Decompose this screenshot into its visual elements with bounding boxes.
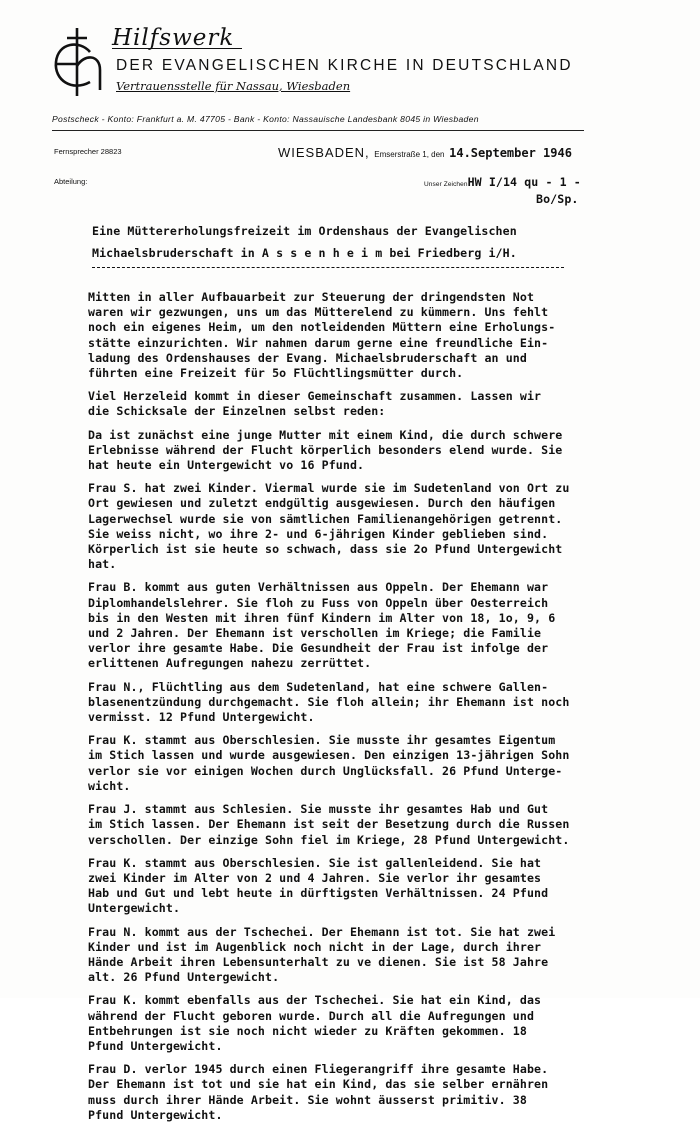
letter-title (92, 224, 517, 261)
paragraph-line: Pfund Untergewicht. (88, 1038, 223, 1053)
paragraph-line: Hab und Gut und lebt heute in dürftigsten Verhältnissen. 24 Pfund (88, 886, 549, 901)
body-paragraph (88, 428, 608, 474)
paragraph-line: Frau N., Flüchtling aus dem Sudetenland, hat eine schwere Gallen- (88, 679, 549, 694)
paragraph-line: Frau B. kommt aus guten Verhältnissen aus Oppeln. Der Ehemann war (88, 580, 549, 595)
paragraph-line: Erlebnisse während der Flucht körperlich besonders elend wurde. Sie (88, 442, 563, 457)
reference-line-1: HW I/14 qu - 1 - (467, 175, 581, 189)
dateline-city: WIESBADEN, (278, 145, 370, 160)
paragraph-line: Frau S. hat zwei Kinder. Viermal wurde sie im Sudetenland von Ort zu (88, 481, 570, 496)
dateline-date: 14.September 1946 (449, 146, 572, 160)
paragraph-line: während der Flucht geboren wurde. Durch all die Aufregungen und (88, 1008, 535, 1023)
body-paragraph (88, 856, 608, 917)
paragraph-line: blasenentzündung durchgemacht. Sie floh allein; ihr Ehemann ist noch (88, 694, 570, 709)
paragraph-line: führten eine Freizeit für 5o Flüchtlingsmütter durch. (88, 366, 464, 381)
body-paragraph (88, 993, 608, 1054)
paragraph-line: verlor ihre gesamte Habe. Die Gesundheit der Frau ist infolge der (88, 641, 549, 656)
letter-body (88, 290, 608, 1131)
title-line-1: Eine Müttererholungsfreizeit im Ordenshaus der Evangelischen (92, 224, 517, 238)
paragraph-line: Sie weiss nicht, wo ihre 2- und 6-jährigen Kinder geblieben sind. (88, 526, 549, 541)
bank-accounts-line: Postscheck - Konto: Frankfurt a. M. 47705 - Bank - Konto: Nassauische Landesbank 8045 in Wiesbaden (52, 114, 479, 124)
paragraph-line: Pfund Untergewicht. (88, 1107, 223, 1122)
reference-block (424, 175, 581, 207)
paragraph-line: die Schicksale der Einzelnen selbst reden: (88, 404, 386, 419)
paragraph-line: vermisst. 12 Pfund Untergewicht. (88, 710, 315, 725)
body-paragraph (88, 389, 608, 419)
paragraph-line: Frau K. stammt aus Oberschlesien. Sie musste ihr gesamtes Eigentum (88, 733, 556, 748)
paragraph-line: Ort gewiesen und zuletzt endgültig ausgewiesen. Durch den häufigen (88, 496, 556, 511)
paragraph-line: Frau N. kommt aus der Tschechei. Der Ehemann ist tot. Sie hat zwei (88, 924, 556, 939)
paragraph-line: zwei Kinder im Alter von 2 und 4 Jahren. Sie verlor ihr gesamtes (88, 870, 542, 885)
paragraph-line: im Stich lassen. Der Ehemann ist seit der Besetzung durch die Russen (88, 817, 570, 832)
paragraph-line: verlor sie vor einigen Wochen durch Unglücksfall. 26 Pfund Unterge- (88, 763, 563, 778)
phone-number: Fernsprecher 28823 (54, 147, 122, 156)
paragraph-line: hat heute ein Untergewicht vo 16 Pfund. (88, 458, 365, 473)
letterhead-divider (52, 130, 584, 131)
paragraph-line: Frau J. stammt aus Schlesien. Sie musste ihr gesamtes Hab und Gut (88, 802, 549, 817)
dateline (278, 145, 572, 160)
body-paragraph (88, 680, 608, 726)
paragraph-line: Mitten in aller Aufbauarbeit zur Steuerung der dringendsten Not (88, 290, 535, 304)
dateline-street: Emserstraße 1, den (374, 150, 445, 159)
paragraph-line: noch ein eigenes Heim, um den notleidenden Müttern eine Erholungs- (88, 320, 556, 335)
paragraph-line: und 2 Jahren. Der Ehemann ist verschollen im Kriege; die Familie (88, 626, 542, 641)
paragraph-line: Frau K. stammt aus Oberschlesien. Sie ist gallenleidend. Sie hat (88, 855, 542, 870)
body-paragraph (88, 802, 608, 848)
department-label: Abteilung: (54, 177, 88, 186)
paragraph-line: Kinder und ist im Augenblick noch nicht in der Lage, durch ihrer (88, 939, 542, 954)
paragraph-line: muss durch ihrer Hände Arbeit. Sie wohnt äusserst primitiv. 38 (88, 1092, 527, 1107)
paragraph-line: verschollen. Der einzige Sohn fiel im Kriege, 28 Pfund Untergewicht. (88, 832, 570, 847)
title-line-2: Michaelsbruderschaft in A s s e n h e i m bei Friedberg i/H. (92, 246, 517, 261)
reference-label: Unser Zeichen (424, 181, 468, 188)
body-paragraph (88, 580, 608, 671)
paragraph-line: Frau D. verlor 1945 durch einen Fliegerangriff ihre gesamte Habe. (88, 1062, 549, 1077)
paragraph-line: hat. (88, 557, 117, 572)
paragraph-line: Diplomhandelslehrer. Sie floh zu Fuss von Oppeln über Oesterreich (88, 595, 549, 610)
paragraph-line: Da ist zunächst eine junge Mutter mit einem Kind, die durch schwere (88, 427, 563, 442)
organization-full-name: DER EVANGELISCHEN KIRCHE IN DEUTSCHLAND (116, 57, 573, 74)
paragraph-line: bis in den Westen mit ihren fünf Kindern im Alter von 18, 1o, 9, 6 (88, 610, 556, 625)
paragraph-line: Untergewicht. (88, 901, 181, 916)
script-underline (112, 48, 242, 49)
paragraph-line: Entbehrungen ist sie noch nicht wieder zu Kräften gekommen. 18 (88, 1023, 527, 1038)
paragraph-line: Körperlich ist sie heute so schwach, dass sie 2o Pfund Untergewicht (88, 542, 563, 557)
paragraph-line: alt. 26 Pfund Untergewicht. (88, 970, 280, 985)
paragraph-line: wicht. (88, 778, 131, 793)
paragraph-line: Lagerwechsel wurde sie von sämtlichen Familienangehörigen getrennt. (88, 511, 563, 526)
paragraph-line: stätte einzurichten. Wir nahmen darum gerne eine freundliche Ein- (88, 335, 549, 350)
paragraph-line: waren wir gezwungen, uns um das Mütterelend zu kümmern. Uns fehlt (88, 305, 549, 320)
body-paragraph (88, 290, 608, 381)
body-paragraph (88, 481, 608, 572)
body-paragraph (88, 1062, 608, 1123)
reference-line-2: Bo/Sp. (536, 192, 579, 207)
paragraph-line: Frau K. kommt ebenfalls aus der Tschechei. Sie hat ein Kind, das (88, 993, 542, 1008)
chi-rho-cross-icon (50, 26, 104, 98)
paragraph-line: Hände Arbeit ihren Lebensunterhalt zu ve dienen. Sie ist 58 Jahre (88, 954, 549, 969)
office-name: Vertrauensstelle für Nassau, Wiesbaden (116, 79, 351, 93)
paragraph-line: Viel Herzeleid kommt in dieser Gemeinschaft zusammen. Lassen wir (88, 389, 542, 404)
paragraph-line: Der Ehemann ist tot und sie hat ein Kind, das sie selber ernähren (88, 1077, 549, 1092)
paragraph-line: im Stich lassen und wurde ausgewiesen. Den einzigen 13-jährigen Sohn (88, 748, 570, 763)
body-paragraph (88, 733, 608, 794)
organization-script-name: Hilfswerk (112, 25, 235, 51)
paragraph-line: ladung des Ordenshauses der Evang. Michaelsbruderschaft an und (88, 350, 527, 365)
title-divider (92, 267, 564, 268)
body-paragraph (88, 925, 608, 986)
paragraph-line: erlittenen Aufregungen nahezu zerrüttet. (88, 656, 372, 671)
